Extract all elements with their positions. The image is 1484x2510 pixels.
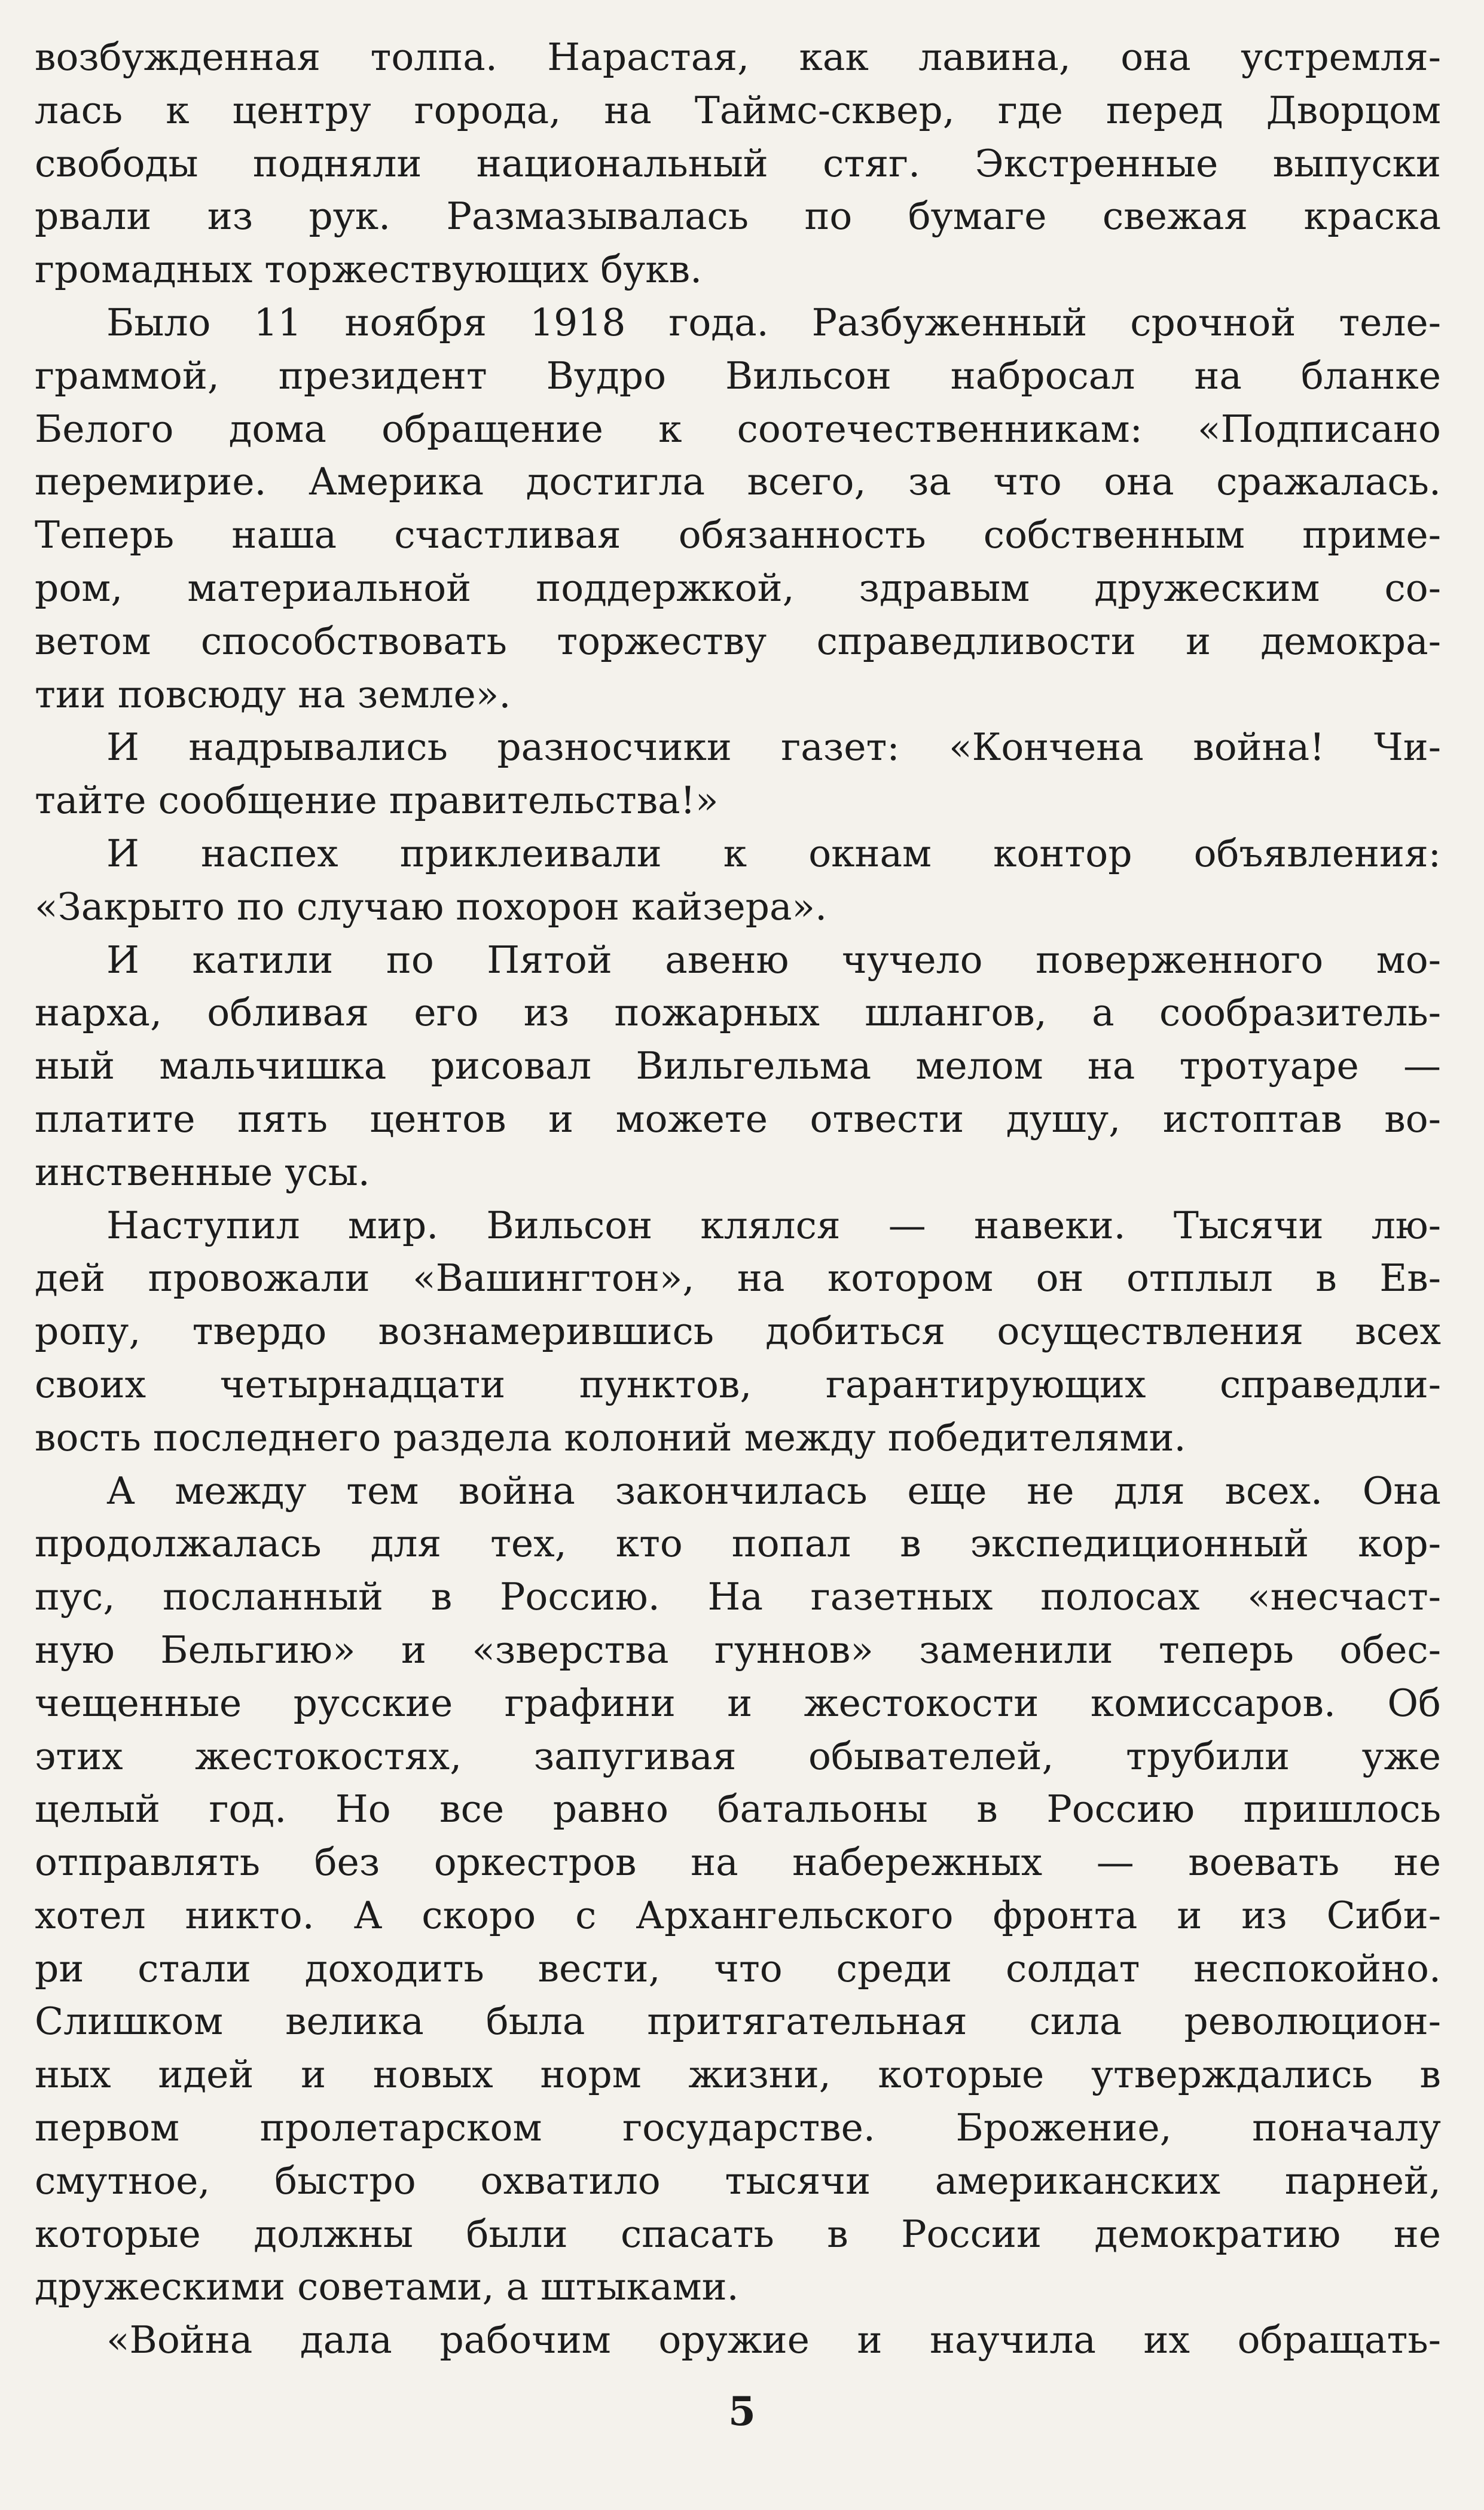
text-line: возбужденная толпа. Нарастая, как лавина, она устремля- xyxy=(35,35,1441,79)
text-line: И надрывались разносчики газет: «Кончена война! Чи- xyxy=(106,725,1441,770)
text-line: дружескими советами, а штыками. xyxy=(35,2265,739,2309)
text-line: нарха, обливая его из пожарных шлангов, а сообразитель- xyxy=(35,991,1441,1035)
text-line: Белого дома обращение к соотечественникам: «Подписано xyxy=(35,407,1441,451)
text-line: ных идей и новых норм жизни, которые утверждались в xyxy=(35,2053,1441,2097)
text-line: ный мальчишка рисовал Вильгельма мелом на тротуаре — xyxy=(35,1044,1441,1088)
text-line: отправлять без оркестров на набережных — воевать не xyxy=(35,1840,1441,1885)
text-line: первом пролетарском государстве. Брожение, поначалу xyxy=(35,2106,1441,2150)
text-line: Слишком велика была притягательная сила революцион- xyxy=(35,1999,1441,2044)
text-line: Наступил мир. Вильсон клялся — навеки. Тысячи лю- xyxy=(106,1203,1441,1247)
text-line: ветом способствовать торжеству справедливости и демокра- xyxy=(35,619,1441,663)
text-line: тайте сообщение правительства!» xyxy=(35,778,719,823)
text-line: своих четырнадцати пунктов, гарантирующих справедли- xyxy=(35,1362,1441,1406)
text-line: Теперь наша счастливая обязанность собственным приме- xyxy=(35,513,1441,557)
text-line: лась к центру города, на Таймс-сквер, где перед Дворцом xyxy=(35,88,1441,132)
text-line: И катили по Пятой авеню чучело поверженного мо- xyxy=(106,938,1441,982)
text-line: дей провожали «Вашингтон», на котором он отплыл в Ев- xyxy=(35,1256,1441,1300)
text-line: продолжалась для тех, кто попал в экспедиционный кор- xyxy=(35,1522,1441,1566)
body-text xyxy=(35,31,1441,2367)
text-line: этих жестокостях, запугивая обывателей, трубили уже xyxy=(35,1734,1441,1778)
text-line: граммой, президент Вудро Вильсон набросал на бланке xyxy=(35,353,1441,398)
text-line: ную Бельгию» и «зверства гуннов» заменили теперь обес- xyxy=(35,1627,1441,1672)
text-line: Было 11 ноября 1918 года. Разбуженный срочной теле- xyxy=(106,300,1441,344)
text-line: рвали из рук. Размазывалась по бумаге свежая краска xyxy=(35,194,1441,239)
text-line: платите пять центов и можете отвести душу, истоптав во- xyxy=(35,1097,1441,1141)
text-line: громадных торжествующих букв. xyxy=(35,248,703,292)
text-line: целый год. Но все равно батальоны в Россию пришлось xyxy=(35,1787,1441,1831)
text-line: ропу, твердо вознамерившись добиться осуществления всех xyxy=(35,1309,1441,1354)
text-line: А между тем война закончилась еще не для всех. Она xyxy=(106,1468,1441,1513)
text-line: ри стали доходить вести, что среди солдат неспокойно. xyxy=(35,1946,1441,1990)
text-line: «Война дала рабочим оружие и научила их обращать- xyxy=(106,2318,1441,2362)
text-line: чещенные русские графини и жестокости комиссаров. Об xyxy=(35,1681,1441,1725)
text-line: смутное, быстро охватило тысячи американских парней, xyxy=(35,2158,1441,2203)
text-line: пус, посланный в Россию. На газетных полосах «несчаст- xyxy=(35,1575,1441,1619)
text-line: которые должны были спасать в России демократию не xyxy=(35,2212,1441,2256)
text-line: тии повсюду на земле». xyxy=(35,672,511,716)
text-line: инственные усы. xyxy=(35,1150,370,1194)
text-line: свободы подняли национальный стяг. Экстренные выпуски xyxy=(35,141,1441,185)
text-line: хотел никто. А скоро с Архангельского фронта и из Сиби- xyxy=(35,1893,1441,1937)
text-line: ром, материальной поддержкой, здравым дружеским со- xyxy=(35,566,1441,610)
text-line: «Закрыто по случаю похорон кайзера». xyxy=(35,884,828,929)
text-line: перемирие. Америка достигла всего, за что она сражалась. xyxy=(35,460,1441,504)
text-line: И наспех приклеивали к окнам контор объявления: xyxy=(106,831,1441,875)
text-line: вость последнего раздела колоний между победителями. xyxy=(35,1415,1186,1459)
page-number: 5 xyxy=(728,2388,756,2435)
